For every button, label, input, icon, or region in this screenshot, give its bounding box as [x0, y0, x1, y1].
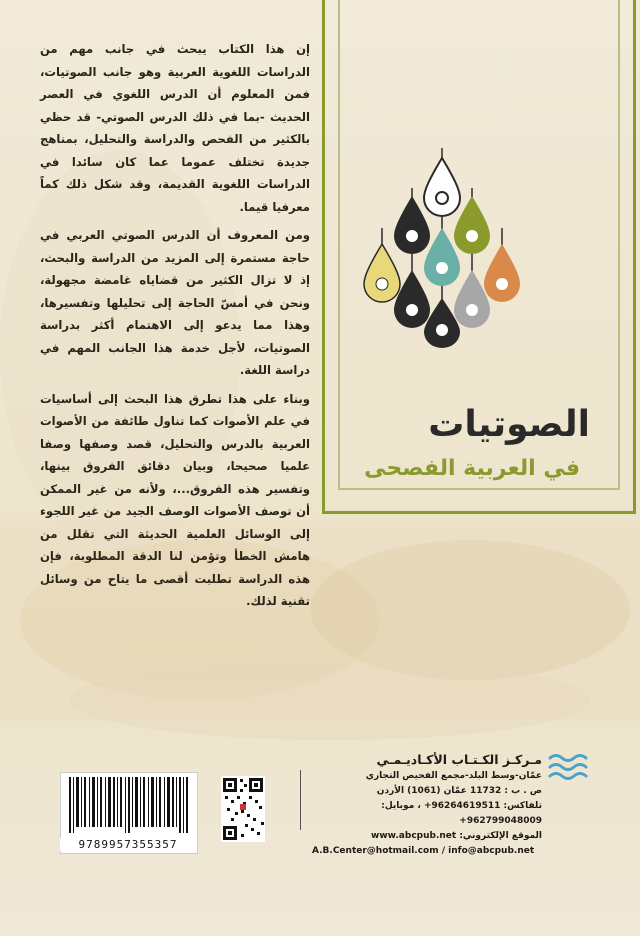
isbn-number: 9789957355357	[60, 838, 196, 851]
publisher-logo-icon	[548, 752, 588, 782]
blurb-paragraph-3: وبناء على هذا تطرق هذا البحث إلى أساسيات في علم الأصوات كما تناول طائفة من الأصوات العربية بالدرس والتحليل، قصد وصفها وصفا علميا صحيحا، وبيان دقائق الفروق بينها، وتفسير هذه الفروق...، ولأنه من غير الممكن أن توصف الأصوات الوصف الجيد من غير اللجوء إلى الوسائل العلمية الحديثة التي تقلل من هامش الخطأ وتؤمن لنا الدقة المطلوبة، فإن هذه الدراسة تطلبت أقصى ما يتاح من وسائل تقنية لذلك.	[40, 391, 310, 608]
teardrop-ornament-icon	[352, 148, 532, 348]
publisher-website: الموقع الإلكتروني: www.abcpub.net	[371, 831, 542, 841]
back-cover-blurb	[40, 38, 310, 619]
publisher-emails: A.B.Center@hotmail.com / info@abcpub.net	[312, 846, 535, 856]
publisher-pobox: ص . ب : 11732 عمّان (1061) الأردن	[376, 786, 542, 796]
book-title: الصوتيات	[428, 404, 590, 445]
book-subtitle: في العربية الفصحى	[364, 456, 580, 481]
publisher-info	[312, 752, 542, 859]
publisher-name: مـركـز الكـتـاب الأكـاديـمـي	[376, 752, 542, 767]
barcode-icon	[61, 773, 197, 835]
blurb-paragraph-1: إن هذا الكتاب يبحث في جانب مهم من الدراسات اللغوية العربية وهو جانب الصوتيات، فمن المعلوم أن الدرس اللغوي في العصر الحديث -بما في ذلك الدرس الصوتي- قد حظي بالكثير من الفحص والدراسة والتحليل، بمناهج جديدة تختلف عموما عما كان سائدا في الدراسات اللغوية القديمة، وقد شكل ذلك كماً معرفيا قيما.	[40, 42, 310, 214]
publisher-phones: تلفاكس: 96264619511+ ، موبايل: 962799048009+	[381, 801, 542, 826]
publisher-address: عمّان-وسط البلد-مجمع الفحيص التجاري	[365, 771, 542, 781]
blurb-paragraph-2: ومن المعروف أن الدرس الصوتي العربي في حاجة مستمرة إلى المزيد من الدراسة والبحث، إذ لا تزال الكثير من قضاياه غامضة مجهولة، ونحن في أمسّ الحاجة إلى تحليلها وتفسيرها، وهذا مما يدعو إلى الاهتمام أكثر بدراسة الصوتيات، لأجل خدمة هذا الجانب المهم في دراسة اللغة.	[40, 228, 310, 377]
qr-code-icon	[221, 776, 265, 842]
footer-divider	[300, 770, 301, 830]
